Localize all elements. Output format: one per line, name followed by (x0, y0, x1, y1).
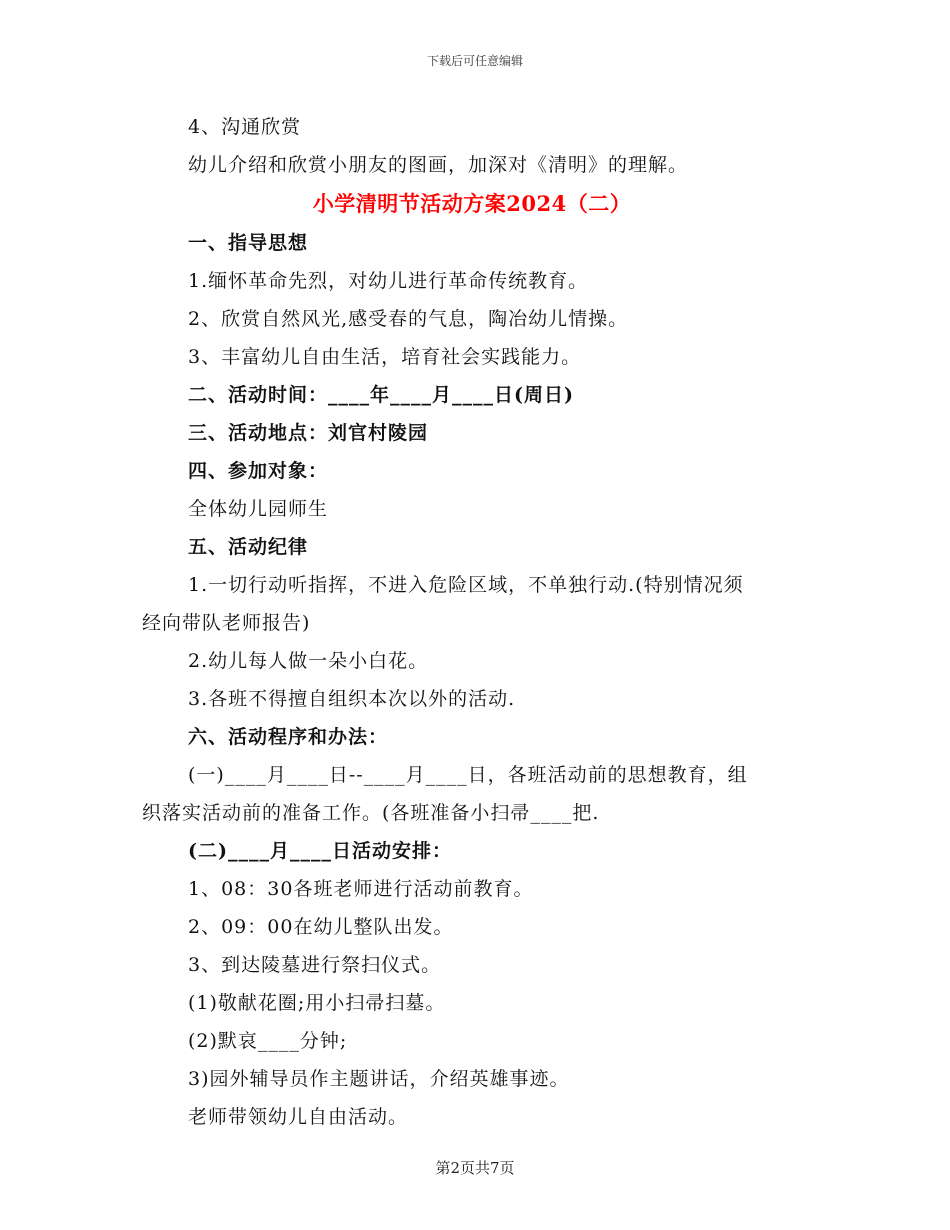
list-item: 3)园外辅导员作主题讲话，介绍英雄事迹。 (188, 1068, 570, 1090)
section-heading-participants: 四、参加对象： (188, 460, 329, 482)
paragraph: 全体幼儿园师生 (188, 498, 329, 520)
page-header-note: 下载后可任意编辑 (426, 54, 523, 68)
document-body (142, 108, 802, 1136)
subsection-heading-schedule: (二)____月____日活动安排： (188, 840, 452, 862)
paragraph: 老师带领幼儿自由活动。 (188, 1106, 409, 1128)
list-item: (1)敬献花圈;用小扫帚扫墓。 (188, 992, 446, 1014)
list-item: 1.缅怀革命先烈，对幼儿进行革命传统教育。 (188, 270, 589, 292)
paragraph: (一)____月____日--____月____日，各班活动前的思想教育，组 (188, 764, 748, 786)
list-item-continuation: 经向带队老师报告) (142, 612, 311, 634)
section-heading-guiding-idea: 一、指导思想 (188, 232, 309, 254)
list-item: 2、09：00在幼儿整队出发。 (188, 916, 454, 938)
list-item: 2.幼儿每人做一朵小白花。 (188, 650, 429, 672)
document-title: 小学清明节活动方案2024（二） (312, 191, 632, 216)
list-item: 1、08：30各班老师进行活动前教育。 (188, 878, 534, 900)
page-number: 第2页共7页 (435, 1159, 515, 1177)
list-item: 2、欣赏自然风光,感受春的气息，陶冶幼儿情操。 (188, 308, 629, 330)
list-item: 3、丰富幼儿自由生活，培育社会实践能力。 (188, 346, 582, 368)
list-item: (2)默哀____分钟; (188, 1030, 348, 1052)
paragraph: 幼儿介绍和欣赏小朋友的图画，加深对《清明》的理解。 (188, 154, 689, 176)
paragraph-continuation: 织落实活动前的准备工作。(各班准备小扫帚____把. (142, 802, 600, 824)
list-item: 3.各班不得擅自组织本次以外的活动. (188, 688, 516, 710)
section-heading-communicate: 4、沟通欣赏 (188, 116, 302, 138)
section-heading-activity-location: 三、活动地点：刘官村陵园 (188, 422, 429, 444)
list-item: 3、到达陵墓进行祭扫仪式。 (188, 954, 442, 976)
section-heading-discipline: 五、活动纪律 (188, 536, 309, 558)
list-item: 1.一切行动听指挥，不进入危险区域，不单独行动.(特别情况须 (188, 574, 744, 596)
section-heading-activity-time: 二、活动时间：____年____月____日(周日) (188, 384, 574, 406)
section-heading-procedure: 六、活动程序和办法： (188, 726, 389, 748)
